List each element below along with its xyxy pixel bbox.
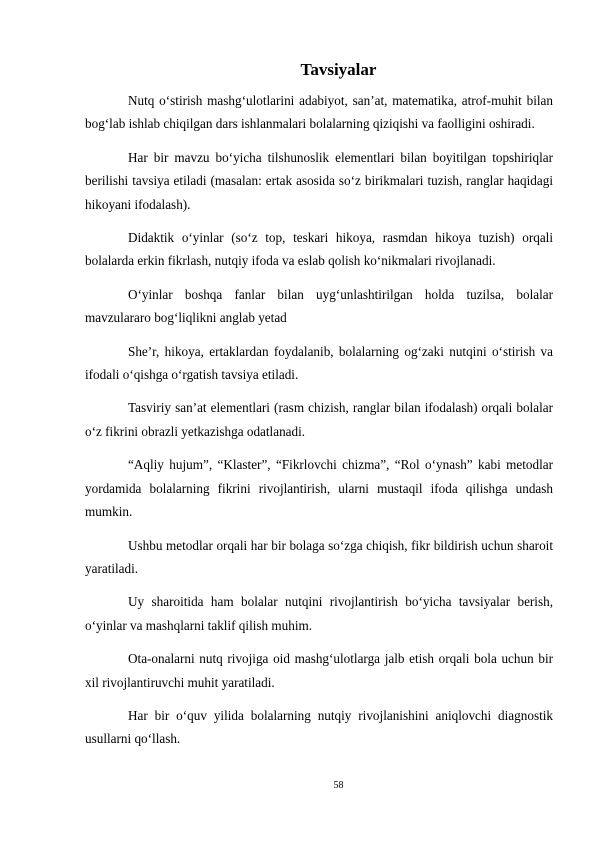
paragraph: She’r, hikoya, ertaklardan foydalanib, bolalarning og‘zaki nutqini o‘stirish va ifodali o‘qishga o‘rgatish tavsiya etiladi. xyxy=(85,343,553,383)
paragraph: Nutq o‘stirish mashg‘ulotlarini adabiyot, san’at, matematika, atrof-muhit bilan bog‘lab ishlab chiqilgan dars ishlanmalari bolalarning qiziqishi va faolligini oshiradi. xyxy=(85,93,553,132)
page-title: Tavsiyalar xyxy=(300,60,377,79)
paragraph: “Aqliy hujum”, “Klaster”, “Fikrlovchi chizma”, “Rol o‘ynash” kabi metodlar yordamida bolalarning fikrini rivojlantirish, ularni mustaqil ifoda qilishga undash mumkin. xyxy=(85,457,553,520)
paragraph: Har bir mavzu bo‘yicha tilshunoslik elementlari bilan boyitilgan topshiriqlar berilishi tavsiya etiladi (masalan: ertak asosida so‘z birikmalari tuzish, ranglar haqidagi hikoyani ifodalash). xyxy=(85,149,553,212)
paragraph: Har bir o‘quv yilida bolalarning nutqiy rivojlanishini aniqlovchi diagnostik usullarni qo‘llash. xyxy=(85,707,553,747)
body-text xyxy=(85,89,553,761)
paragraph: Uy sharoitida ham bolalar nutqini rivojlantirish bo‘yicha tavsiyalar berish, o‘yinlar va mashqlarni taklif qilish muhim. xyxy=(85,594,553,633)
page-number: 58 xyxy=(333,780,344,791)
paragraph: Didaktik o‘yinlar (so‘z top, teskari hikoya, rasmdan hikoya tuzish) orqali bolalarda erkin fikrlash, nutqiy ifoda va eslab qolish ko‘nikmalari rivojlanadi. xyxy=(85,230,553,269)
paragraph: O‘yinlar boshqa fanlar bilan uyg‘unlashtirilgan holda tuzilsa, bolalar mavzulararo bog‘liqlikni anglab yetad xyxy=(85,286,553,326)
paragraph: Ushbu metodlar orqali har bir bolaga so‘zga chiqish, fikr bildirish uchun sharoit yaratiladi. xyxy=(85,537,553,576)
paragraph: Ota-onalarni nutq rivojiga oid mashg‘ulotlarga jalb etish orqali bola uchun bir xil rivojlantiruvchi muhit yaratiladi. xyxy=(85,651,553,690)
paragraph: Tasviriy san’at elementlari (rasm chizish, ranglar bilan ifodalash) orqali bolalar o‘z fikrini obrazli yetkazishga odatlanadi. xyxy=(85,400,553,439)
